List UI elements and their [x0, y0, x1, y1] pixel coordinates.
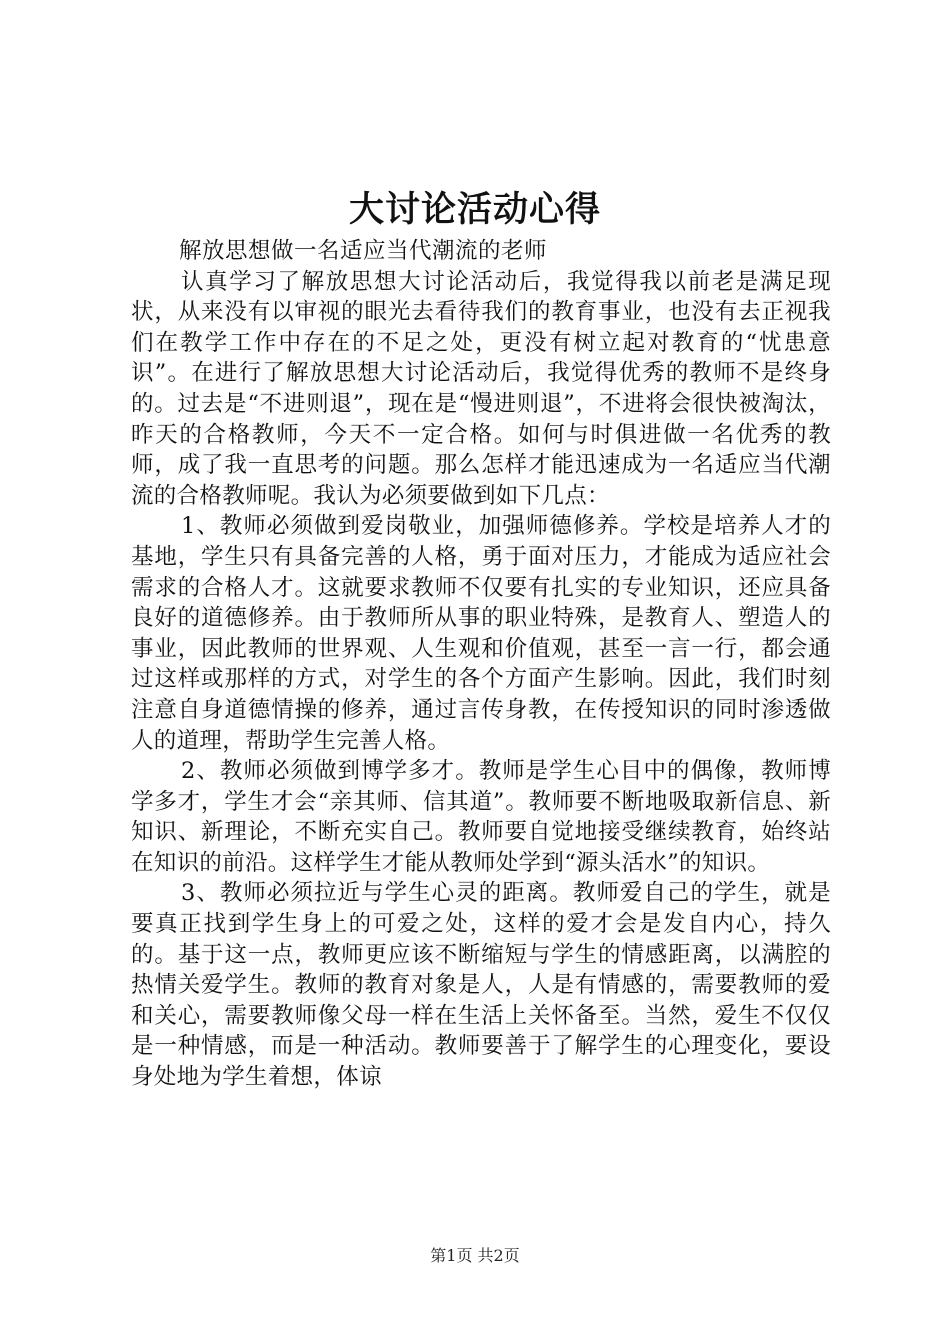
page-number: 第1页 共2页: [430, 1246, 520, 1265]
paragraph-point-1: 1、教师必须做到爱岗敬业，加强师德修养。学校是培养人才的基地，学生只有具备完善的人格，勇于面对压力，才能成为适应社会需求的合格人才。这就要求教师不仅要有扎实的专业知识，还应具备良好的道德修养。由于教师所从事的职业特殊，是教育人、塑造人的事业，因此教师的世界观、人生观和价值观，甚至一言一行，都会通过这样或那样的方式，对学生的各个方面产生影响。因此，我们时刻注意自身道德情操的修养，通过言传身教，在传授知识的同时渗透做人的道理，帮助学生完善人格。: [131, 513, 831, 754]
paragraph-intro: 认真学习了解放思想大讨论活动后，我觉得我以前老是满足现状，从来没有以审视的眼光去看待我们的教育事业，也没有去正视我们在教学工作中存在的不足之处，更没有树立起对教育的“忧患意识”。在进行了解放思想大讨论活动后，我觉得优秀的教师不是终身的。过去是“不进则退”，现在是“慢进则退”，不进将会很快被淘汰，昨天的合格教师，今天不一定合格。如何与时俱进做一名优秀的教师，成了我一直思考的问题。那么怎样才能迅速成为一名适应当代潮流的合格教师呢。我认为必须要做到如下几点：: [131, 268, 831, 509]
paragraph-point-3: 3、教师必须拉近与学生心灵的距离。教师爱自己的学生，就是要真正找到学生身上的可爱之处，这样的爱才会是发自内心，持久的。基于这一点，教师更应该不断缩短与学生的情感距离，以满腔的热情关爱学生。教师的教育对象是人，人是有情感的，需要教师的爱和关心，需要教师像父母一样在生活上关怀备至。当然，爱生不仅仅是一种情感，而是一种活动。教师要善于了解学生的心理变化，要设身处地为学生着想，体谅: [131, 880, 831, 1091]
document-title: 大讨论活动心得: [348, 189, 601, 230]
document-body: [131, 236, 831, 1093]
paragraph-point-2: 2、教师必须做到博学多才。教师是学生心目中的偶像，教师博学多才，学生才会“亲其师、信其道”。教师要不断地吸取新信息、新知识、新理论，不断充实自己。教师要自觉地接受继续教育，始终站在知识的前沿。这样学生才能从教师处学到“源头活水”的知识。: [131, 758, 831, 876]
document-subtitle: 解放思想做一名适应当代潮流的老师: [179, 238, 548, 264]
